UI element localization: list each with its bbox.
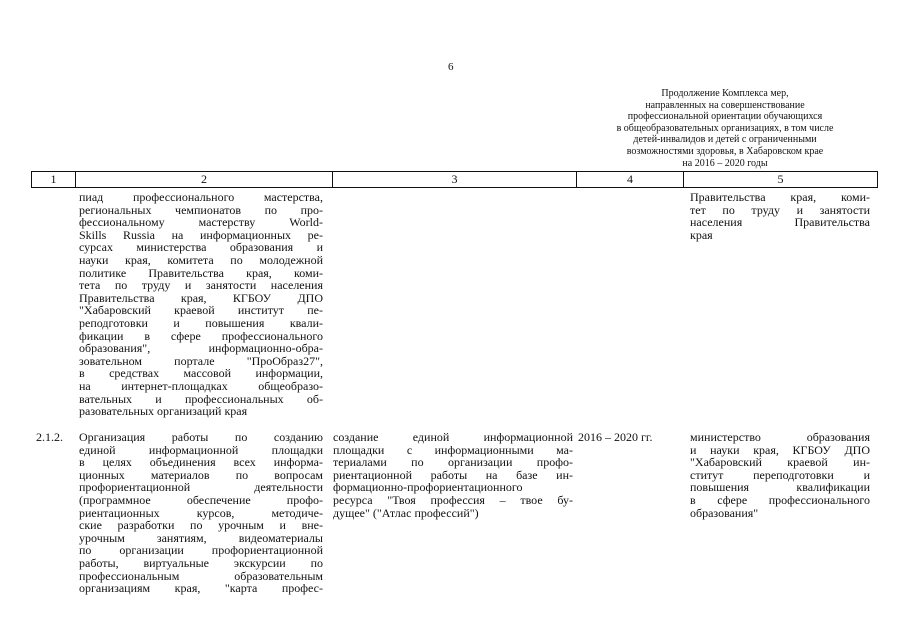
continuation-title-line: направленных на совершенствование	[645, 99, 805, 111]
column-header-5: 5	[684, 172, 878, 188]
text-line: науки края, комитета по молодежной	[79, 252, 323, 267]
text-line: министерство образования	[690, 430, 870, 444]
text-line: ститут переподготовки и	[690, 467, 870, 482]
text-line: образования"	[690, 505, 759, 520]
continuation-title-line: Продолжение Комплекса мер,	[661, 88, 789, 99]
continuation-title-line: профессиональной ориентации обучающихся	[627, 111, 823, 123]
text-line: политике Правительства края, коми-	[79, 265, 323, 280]
row2-col3-text	[333, 431, 573, 519]
text-line: Организация работы по созданию	[79, 430, 323, 444]
row1-col5-text	[690, 191, 870, 241]
table-header	[31, 171, 878, 188]
text-line: края	[690, 227, 713, 242]
text-line: создание единой информационной	[333, 430, 573, 444]
column-header-4: 4	[577, 172, 684, 188]
row2-col2-text	[79, 431, 323, 595]
text-line: реподготовки и повышения квали-	[79, 315, 323, 330]
continuation-title	[585, 88, 865, 169]
row2-col5-text	[690, 431, 870, 519]
text-line: (программное обеспечение профо-	[79, 492, 323, 507]
text-line: в сфере профессионального	[690, 492, 870, 507]
column-header-3: 3	[333, 172, 577, 188]
text-line: населения Правительства	[690, 215, 870, 230]
text-line: тета по труду и занятости населения	[79, 278, 323, 293]
continuation-title-line: детей-инвалидов и детей с ограниченными	[633, 134, 817, 146]
text-line: риентационной работы на базе ин-	[333, 467, 573, 482]
text-line: ресурса "Твоя профессия – твое бу-	[333, 492, 573, 507]
text-line: региональных чемпионатов по про-	[79, 202, 323, 217]
column-header-1: 1	[32, 172, 76, 188]
continuation-title-line: в общеобразовательных организациях, в том числе	[616, 122, 834, 134]
row2-period: 2016 – 2020 гг.	[578, 430, 653, 444]
text-line: дущее" ("Атлас профессий")	[333, 505, 479, 520]
text-line: единой информационной площадки	[79, 442, 323, 457]
text-line: териалами по организации профо-	[333, 455, 573, 470]
text-line: ционных материалов по вопросам	[79, 467, 323, 482]
text-line: разовательных организаций края	[79, 404, 248, 419]
text-line: площадки с информационными ма-	[333, 442, 573, 457]
text-line: вательных и профессиональных об-	[79, 391, 323, 406]
text-line: образования", информационно-обра-	[79, 341, 323, 356]
text-line: профориентационной деятельности	[79, 480, 323, 495]
text-line: тет по труду и занятости	[690, 202, 870, 217]
row2-number: 2.1.2.	[36, 430, 63, 444]
text-line: ские разработки по урочным и вне-	[79, 518, 323, 533]
text-line: по организации профориентационной	[79, 543, 323, 558]
text-line: Правительства края, КГБОУ ДПО	[79, 290, 323, 305]
continuation-title-line: возможностями здоровья, в Хабаровском крае	[626, 145, 824, 157]
text-line: урочным занятиям, видеоматериалы	[79, 530, 323, 545]
text-line: сурсах министерства образования и	[79, 240, 323, 255]
text-line: в целях объединения всех информа-	[79, 455, 323, 470]
text-line: повышения квалификации	[690, 480, 870, 495]
text-line: фикации в сфере профессионального	[79, 328, 323, 343]
row1-col2-text	[79, 191, 323, 418]
text-line: зовательном портале "ПроОбраз27",	[79, 353, 323, 368]
text-line: фессиональному мастерству World-	[79, 215, 323, 230]
text-line: на интернет-площадках общеобразо-	[79, 378, 323, 393]
page-number: 6	[448, 61, 454, 73]
text-line: и науки края, КГБОУ ДПО	[690, 442, 870, 457]
text-line: "Хабаровский краевой институт пе-	[79, 303, 323, 318]
continuation-title-line: на 2016 – 2020 годы	[682, 157, 768, 169]
text-line: пиад профессионального мастерства,	[79, 190, 323, 204]
text-line: Правительства края, коми-	[690, 190, 870, 204]
text-line: работы, виртуальные экскурсии по	[79, 555, 323, 570]
text-line: в средствах массовой информации,	[79, 366, 323, 381]
text-line: риентационных курсов, методиче-	[79, 505, 323, 520]
text-line: "Хабаровский краевой ин-	[690, 455, 870, 470]
text-line: Skills Russia на информационных ре-	[79, 227, 323, 242]
column-header-2: 2	[76, 172, 333, 188]
text-line: профессиональным образовательным	[79, 568, 323, 583]
text-line: формационно-профориентационного	[333, 480, 523, 495]
text-line: организациям края, "карта профес-	[79, 581, 323, 596]
